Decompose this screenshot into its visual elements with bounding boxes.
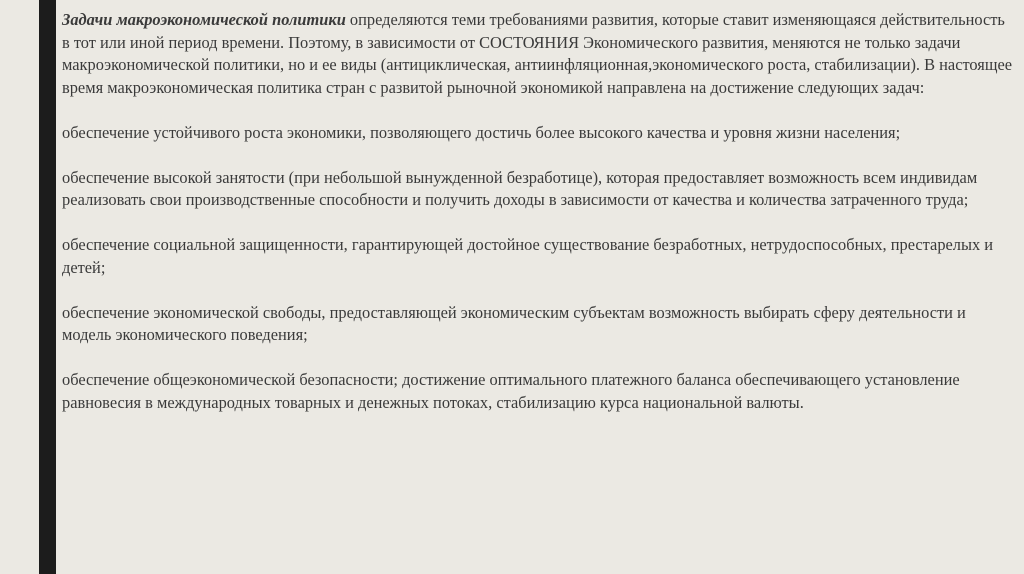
intro-text: определяются теми требованиями развития, которые ставит изменяющаяся действительность в тот или иной период времени. Поэтому, в зависимости от СОСТОЯНИЯ Экономического развития, меняются не только задачи макроэкономической политики, но и ее виды (антициклическая, антиинфляционная,экономического роста, стабилизации). В настоящее время макроэкономическая политика стран с развитой рыночной экономикой направлена на достижение следующих задач: [62, 10, 1013, 97]
slide-text-body [62, 9, 1012, 414]
left-accent-bar [39, 0, 56, 574]
task-item-1: обеспечение устойчивого роста экономики, позволяющего достичь более высокого качества и уровня жизни населения; [62, 122, 901, 142]
task-item-5: обеспечение общеэкономической безопасности; достижение оптимального платежного баланса обеспечивающего установление равновесия в международных товарных и денежных потоках, стабилизацию курса национальной валюты. [62, 370, 960, 412]
intro-heading: Задачи макроэкономической политики [62, 10, 346, 29]
task-item-3: обеспечение социальной защищенности, гарантирующей достойное существование безработных, нетрудоспособных, престарелых и детей; [62, 235, 994, 277]
task-item-2: обеспечение высокой занятости (при небольшой вынужденной безработице), которая предоставляет возможность всем индивидам реализовать свои производственные способности и получить доходы в зависимости от качества и количества затраченного труда; [62, 167, 978, 209]
intro-paragraph [62, 9, 1012, 99]
task-item-4: обеспечение экономической свободы, предоставляющей экономическим субъектам возможность выбирать сферу деятельности и модель экономического поведения; [62, 302, 966, 344]
